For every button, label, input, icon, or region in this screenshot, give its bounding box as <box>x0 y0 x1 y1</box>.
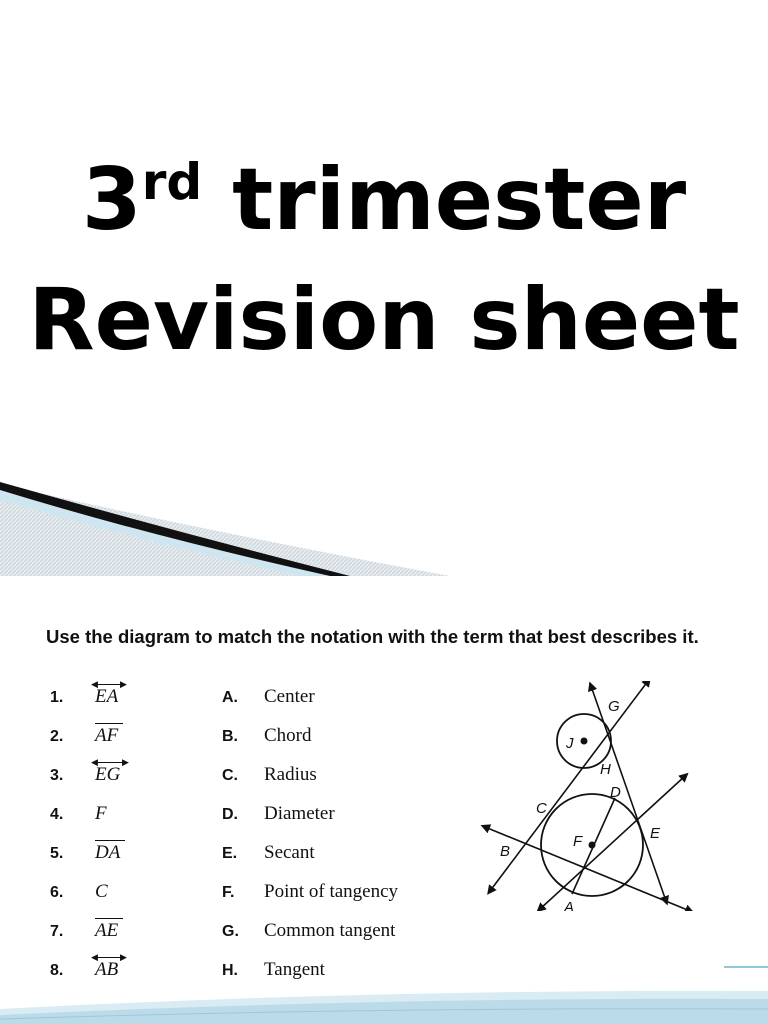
term-text: Point of tangency <box>264 881 399 902</box>
circle-diagram <box>480 681 710 911</box>
label-b: B <box>500 843 511 860</box>
label-j: J <box>566 735 574 752</box>
notation-segment: DA <box>95 842 120 864</box>
term-text: Radius <box>264 764 317 785</box>
label-a: A <box>564 899 575 911</box>
label-h: H <box>600 761 611 778</box>
term-letter: G. <box>222 923 239 940</box>
label-e: E <box>650 825 661 842</box>
item-number: 4. <box>50 806 64 823</box>
slide-title-line1 <box>0 150 768 250</box>
item-number: 5. <box>50 845 64 862</box>
term-letter: A. <box>222 689 238 706</box>
notation-point: F <box>95 803 107 824</box>
item-number: 3. <box>50 767 64 784</box>
term-text: Common tangent <box>264 920 396 941</box>
notation-segment: AE <box>95 920 118 942</box>
term-text: Diameter <box>264 803 335 824</box>
term-text: Chord <box>264 725 312 746</box>
item-number: 8. <box>50 962 64 979</box>
notation-line: AB ◀ ▶ <box>91 952 127 980</box>
term-letter: H. <box>222 962 238 979</box>
term-letter: D. <box>222 806 238 823</box>
tangent-line-bc <box>490 681 648 891</box>
term-letter: F. <box>222 884 235 901</box>
item-number: 6. <box>50 884 64 901</box>
slide-title-line2: Revision sheet <box>28 270 740 370</box>
term-text: Tangent <box>264 959 325 980</box>
term-text: Center <box>264 686 315 707</box>
common-tangent-line <box>591 686 666 901</box>
notation-line: EA ◀ ▶ <box>91 679 127 707</box>
notation-point: C <box>95 881 108 902</box>
notation-line: EG ◀ ▶ <box>91 757 129 785</box>
label-d: D <box>610 784 621 801</box>
item-number: 7. <box>50 923 64 940</box>
notation-segment: AF <box>95 725 118 747</box>
term-text: Secant <box>264 842 315 863</box>
center-point-j <box>581 738 588 745</box>
item-number: 1. <box>50 689 64 706</box>
item-number: 2. <box>50 728 64 745</box>
decorative-swoosh <box>0 470 768 580</box>
title-rest: trimester <box>202 150 687 250</box>
title-number: 3 <box>81 150 142 250</box>
label-g: G <box>608 698 620 715</box>
title-superscript: rd <box>141 153 203 211</box>
label-c: C <box>536 800 547 817</box>
label-f: F <box>573 833 583 850</box>
bottom-decorative-strip <box>0 952 768 1024</box>
term-letter: E. <box>222 845 238 862</box>
term-letter: C. <box>222 767 238 784</box>
term-letter: B. <box>222 728 238 745</box>
instructions-text: Use the diagram to match the notation with the term that best describes it. <box>46 626 699 647</box>
